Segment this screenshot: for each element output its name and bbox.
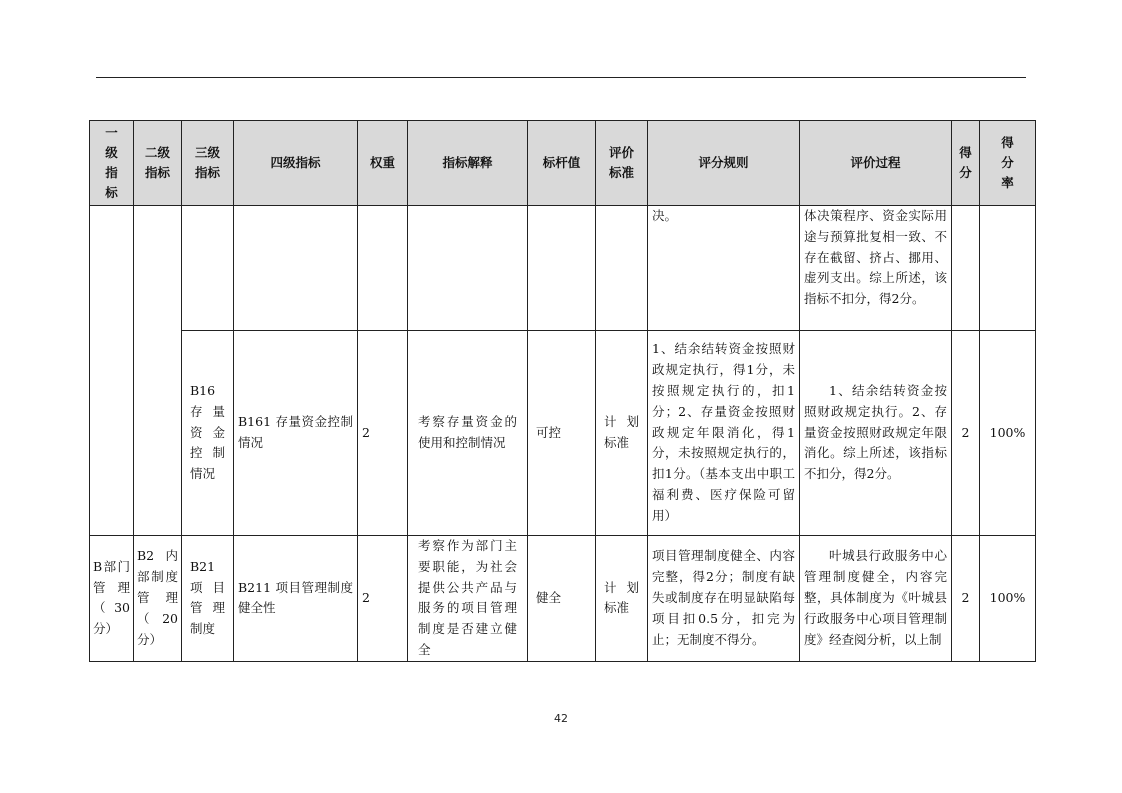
cell-rules: 1、结余结转资金按照财政规定执行，得1分，未按照规定执行的，扣1分；2、存量资金按照财政规定年限消化，得1分，未按照规定执行的，扣1分。（基本支出中职工福利费、医疗保险可留用） [648, 331, 800, 536]
cell-rate: 100% [980, 536, 1036, 662]
cell-level3-blank [182, 206, 234, 331]
evaluation-table [89, 120, 1036, 662]
cell-rate-blank [980, 206, 1036, 331]
cell-level1: B部门管理（30分） [90, 536, 134, 662]
cell-level4: B211 项目管理制度健全性 [234, 536, 358, 662]
cell-level4: B161 存量资金控制情况 [234, 331, 358, 536]
cell-level1-blank [90, 206, 134, 536]
cell-benchmark: 健全 [528, 536, 596, 662]
cell-rules: 项目管理制度健全、内容完整，得2分；制度有缺失或制度存在明显缺陷每项目扣0.5分，扣完为止；无制度不得分。 [648, 536, 800, 662]
header-standard: 评价标准 [596, 121, 648, 206]
cell-level3: B21项目管理制度 [182, 536, 234, 662]
cell-level2-blank [134, 206, 182, 536]
table-row-b16 [90, 331, 1036, 536]
cell-standard: 计划标准 [596, 536, 648, 662]
page-number: 42 [554, 712, 568, 725]
cell-standard-blank [596, 206, 648, 331]
header-level4: 四级指标 [234, 121, 358, 206]
cell-explain: 考察存量资金的使用和控制情况 [408, 331, 528, 536]
cell-benchmark-blank [528, 206, 596, 331]
cell-level4-blank [234, 206, 358, 331]
header-level3: 三级指标 [182, 121, 234, 206]
table-row-continued [90, 206, 1036, 331]
cell-process: 1、结余结转资金按照财政规定执行。2、存量资金按照财政规定年限消化。综上所述，该指标不扣分，得2分。 [800, 331, 952, 536]
table-row-b21 [90, 536, 1036, 662]
header-score: 得分 [952, 121, 980, 206]
header-level1: 一级指标 [90, 121, 134, 206]
header-rule [96, 77, 1026, 78]
cell-level2: B2内部制度管理（20分） [134, 536, 182, 662]
cell-explain: 考察作为部门主要职能，为社会提供公共产品与服务的项目管理制度是否建立健全 [408, 536, 528, 662]
header-explain: 指标解释 [408, 121, 528, 206]
cell-score: 2 [952, 331, 980, 536]
cell-rate: 100% [980, 331, 1036, 536]
cell-rules: 决。 [648, 206, 800, 331]
cell-process: 体决策程序、资金实际用途与预算批复相一致、不存在截留、挤占、挪用、虚列支出。综上所述，该指标不扣分，得2分。 [800, 206, 952, 331]
cell-standard: 计划标准 [596, 331, 648, 536]
header-rate: 得分率 [980, 121, 1036, 206]
cell-level3: B16存量资金控制情况 [182, 331, 234, 536]
cell-process: 叶城县行政服务中心管理制度健全，内容完整，具体制度为《叶城县行政服务中心项目管理制度》经查阅分析，以上制 [800, 536, 952, 662]
cell-explain-blank [408, 206, 528, 331]
cell-score: 2 [952, 536, 980, 662]
header-process: 评价过程 [800, 121, 952, 206]
table-header-row [90, 121, 1036, 206]
cell-benchmark: 可控 [528, 331, 596, 536]
header-level2: 二级指标 [134, 121, 182, 206]
cell-weight: 2 [358, 536, 408, 662]
cell-weight: 2 [358, 331, 408, 536]
header-rules: 评分规则 [648, 121, 800, 206]
cell-weight-blank [358, 206, 408, 331]
header-weight: 权重 [358, 121, 408, 206]
cell-score-blank [952, 206, 980, 331]
header-benchmark: 标杆值 [528, 121, 596, 206]
